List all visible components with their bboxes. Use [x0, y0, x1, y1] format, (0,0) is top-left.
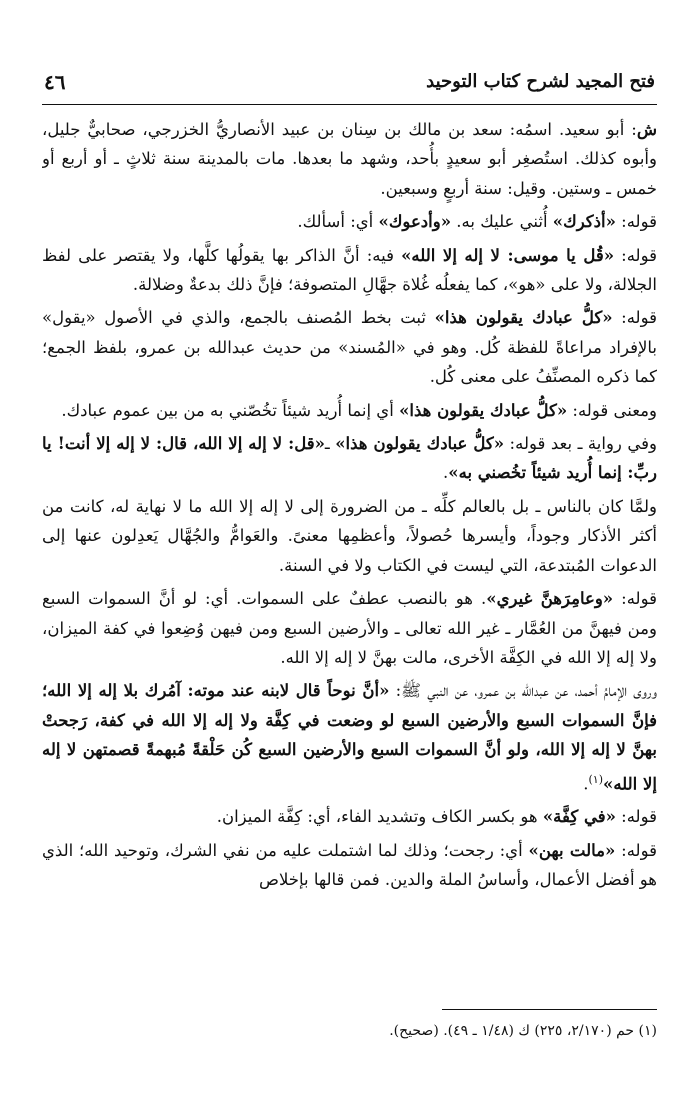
- body-run: .: [443, 463, 449, 483]
- paragraph: [42, 207, 657, 236]
- quoted-text: «أنَّ نوحاً قال لابنه عند موته: آمُرك بلا إله إلا الله؛ فإنَّ السموات السبع والأرضين السبع لو وضعت في كِفَّة ولا إله إلا الله في كفة، رَجحتْ بهنَّ لا إله إلا الله، ولو أنَّ السموات السبع والأرضين السبع كُن حَلْقةً مُبهمةً قصمتهن لا إله إلا الله»: [42, 681, 657, 794]
- quoted-text: «كلُّ عبادك يقولون هذا»: [399, 400, 568, 420]
- body-run: وفي رواية ـ بعد قوله:: [504, 434, 657, 454]
- body-run: ولمَّا كان بالناس ـ بل بالعالم كلِّه ـ من الضرورة إلى لا إله إلا الله ما لا نهاية له، كانت من أكثر الأذكار وجوداً، وأيسرها حُصولاً، وأعظمِها معنىً. والعَوامُّ والجُهَّال يَعدِلون عنها إلى الدعوات المُبتدعة، التي ليست في الكتاب ولا في السنة.: [42, 496, 657, 575]
- body-run: قوله:: [614, 245, 657, 265]
- book-page: [42, 60, 657, 1090]
- quoted-text: «قُل يا موسى: لا إله إلا الله»: [401, 245, 615, 265]
- body-run: وروى الإمامُ أحمد، عن عبدالله بن عمرو، عن النبي ﷺ:: [389, 681, 657, 701]
- footnote-ref: (١): [588, 772, 604, 786]
- quoted-text: «وعامِرَهنَّ غيري»: [486, 589, 614, 609]
- body-run: ومعنى قوله:: [567, 400, 657, 420]
- footnotes: [42, 1009, 657, 1042]
- quoted-text: «كلُّ عبادك يقولون هذا»: [335, 434, 505, 454]
- paragraph: [42, 241, 657, 300]
- body-run: أي: أسألك.: [297, 212, 379, 232]
- footnote: (١) حم (٢/١٧٠، ٢٢٥) ك (١/٤٨ ـ ٤٩). (صحيح).: [389, 1023, 657, 1039]
- body-run: قوله:: [615, 840, 657, 860]
- paragraph: [42, 492, 657, 580]
- body-run: هو بكسر الكاف وتشديد الفاء، أي: كِفَّة الميزان.: [216, 807, 543, 827]
- footnote-rule: [442, 1009, 657, 1010]
- paragraph: [42, 429, 657, 488]
- body-run: ثبت بخط المُصنف بالجمع، والذي في الأصول «يقول» بالإفراد مراعاةً للفظة كُل. وهو في «المُسند» من حديث عبدالله بن عمرو، بلفظ الجمع؛ كما ذكره المصنِّفُ على معنى كُل.: [42, 308, 657, 387]
- paragraph: [42, 396, 657, 425]
- page-number: ٤٦: [44, 70, 66, 94]
- body-run: ـ: [324, 434, 336, 454]
- body-run: أي: رجحت؛ وذلك لما اشتملت عليه من نفي الشرك، وتوحيد الله؛ الذي هو أفضل الأعمال، وأساسُ الملة والدين. فمن قالها بإخلاص: [42, 840, 657, 890]
- paragraph: [42, 836, 657, 895]
- paragraph: [42, 802, 657, 831]
- body-run: قوله:: [612, 308, 657, 328]
- paragraph: [42, 115, 657, 203]
- body-run: .: [583, 774, 589, 794]
- quoted-text: «وأدعوك»: [378, 212, 452, 232]
- body-run: أي إنما أُريد شيئاً تخُصّني به من بين عموم عبادك.: [61, 400, 400, 420]
- body-run: : أبو سعيد. اسمُه: سعد بن مالك بن سِنان بن عبيد الأنصاريُّ الخزرجي، صحابيٌّ جليل، وأبوه كذلك. استُصغِر أبو سعيدٍ بأُحد، وشهد ما بعدها. مات بالمدينة سنة ثلاثٍ ـ أو أربع أو خمس ـ وستين. وقيل: سنة أربعٍ وسبعين.: [42, 120, 657, 198]
- paragraph: [42, 676, 657, 798]
- quoted-text: «كلُّ عبادك يقولون هذا»: [434, 308, 613, 328]
- quoted-text: ش: [636, 120, 657, 139]
- quoted-text: «في كِفَّة»: [542, 807, 616, 827]
- body-text: [42, 115, 657, 895]
- running-title: فتح المجيد لشرح كتاب التوحيد: [426, 71, 655, 92]
- body-run: أُثني عليك به.: [451, 212, 553, 232]
- body-run: قوله:: [615, 212, 657, 232]
- quoted-text: «قل: لا إله إلا الله، قال: لا إله إلا أنت! يا ربِّ: إنما أُريد شيئاً تخُصني به»: [42, 434, 657, 483]
- paragraph: [42, 584, 657, 672]
- paragraph: [42, 303, 657, 391]
- page-header: [42, 60, 657, 105]
- quoted-text: «أذكرك»: [552, 212, 616, 232]
- body-run: قوله:: [615, 807, 657, 827]
- body-run: فيه: أنَّ الذاكر بها يقولُها كلَّها، ولا يقتصر على لفظ الجلالة، ولا على «هو»، كما يفعلُه غُلاة جهَّالِ المتصوفة؛ فإنَّ ذلك بدعةٌ وضلالة.: [42, 245, 657, 295]
- quoted-text: «مالت بهن»: [528, 840, 616, 860]
- body-run: قوله:: [613, 589, 657, 609]
- body-run: . هو بالنصب عطفٌ على السموات. أي: لو أنَّ السموات السبع ومن فيهنَّ من العُمَّار ـ غير الله تعالى ـ والأرضين السبع ومن فيهن وُضِعوا في كفة الميزان، ولا إله إلا الله في الكِفَّة الأخرى، مالت بهنَّ لا إله إلا الله.: [42, 589, 657, 667]
